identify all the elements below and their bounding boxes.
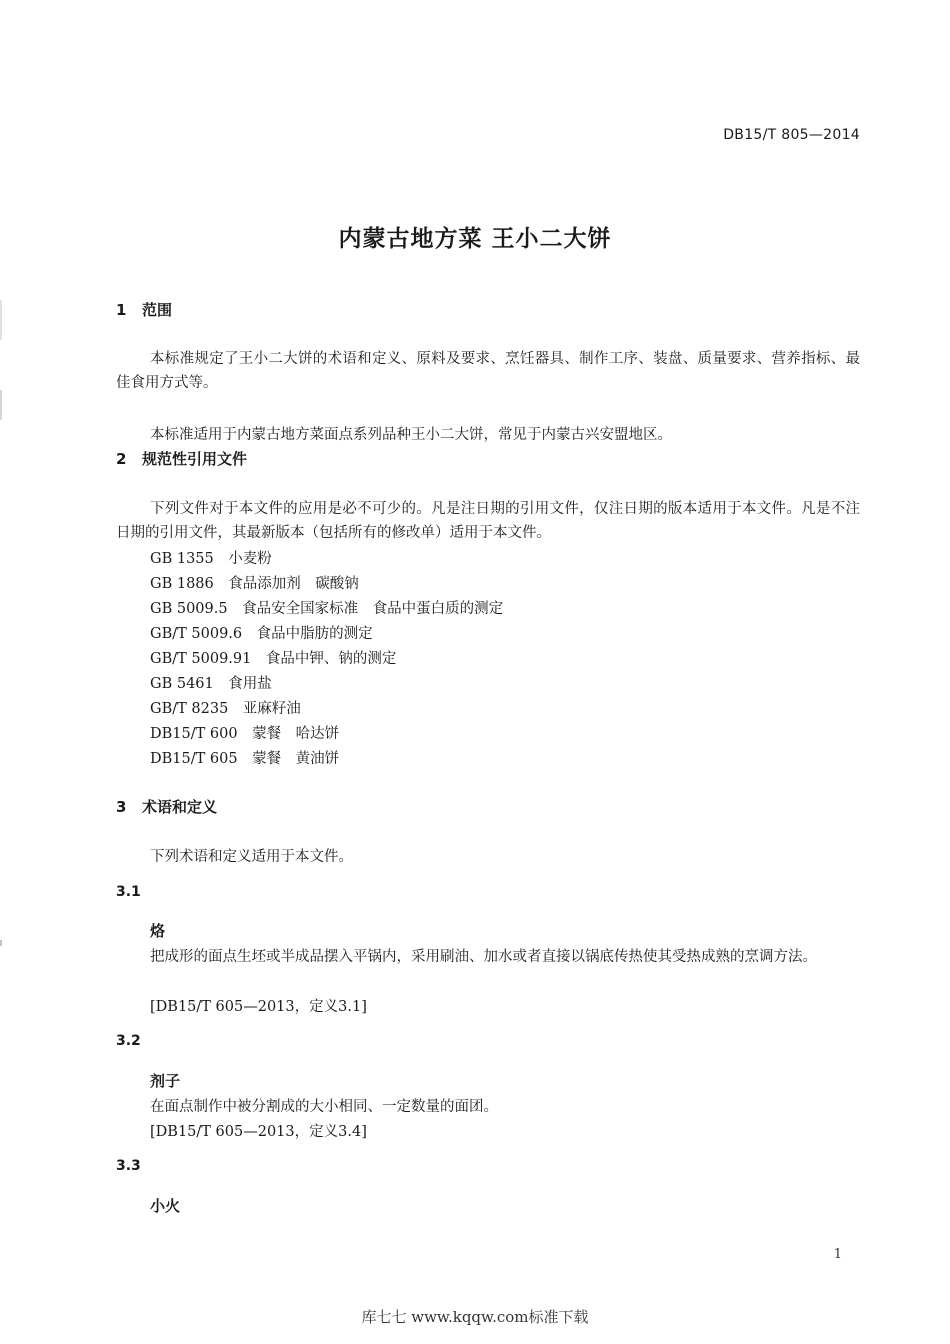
clause-number: 3.3 <box>116 1158 141 1174</box>
reference-item: GB 1355 小麦粉 <box>150 551 272 567</box>
reference-item: GB/T 8235 亚麻籽油 <box>150 701 301 717</box>
reference-item: GB 5461 食用盐 <box>150 676 272 692</box>
scan-margin-mark <box>0 390 2 420</box>
reference-item: GB/T 5009.91 食品中钾、钠的测定 <box>150 651 397 667</box>
term-name: 烙 <box>150 922 166 940</box>
clause-number: 3.2 <box>116 1033 141 1049</box>
reference-item: GB 5009.5 食品安全国家标准 食品中蛋白质的测定 <box>150 601 504 617</box>
normative-intro: 下列文件对于本文件的应用是必不可少的。凡是注日期的引用文件，仅注日期的版本适用于本文件。凡是不注日期的引用文件，其最新版本（包括所有的修改单）适用于本文件。 <box>116 501 860 541</box>
section-title: 规范性引用文件 <box>142 450 248 468</box>
document-code: DB15/T 805—2014 <box>723 127 860 143</box>
reference-item: DB15/T 600 蒙餐 哈达饼 <box>150 726 340 742</box>
term-source: [DB15/T 605—2013，定义3.1] <box>150 999 367 1015</box>
reference-item: GB/T 5009.6 食品中脂肪的测定 <box>150 626 373 642</box>
reference-item: DB15/T 605 蒙餐 黄油饼 <box>150 751 340 767</box>
term-source: [DB15/T 605—2013，定义3.4] <box>150 1124 367 1140</box>
document-title: 内蒙古地方菜 王小二大饼 <box>338 226 612 252</box>
section-heading-scope <box>116 299 172 320</box>
section-number: 3 <box>116 798 127 816</box>
term-name: 小火 <box>150 1197 181 1215</box>
term-definition: 把成形的面点生坯或半成品摆入平锅内，采用刷油、加水或者直接以锅底传热使其受热成熟的烹调方法。 <box>150 949 817 965</box>
scope-paragraph-1: 本标准规定了王小二大饼的术语和定义、原料及要求、烹饪器具、制作工序、装盘、质量要求、营养指标、最佳食用方式等。 <box>116 351 860 391</box>
scan-margin-mark <box>0 940 2 946</box>
term-definition: 在面点制作中被分割成的大小相同、一定数量的面团。 <box>150 1099 498 1115</box>
section-heading-normative-references <box>116 448 247 469</box>
section-number: 1 <box>116 301 127 319</box>
scope-paragraph-2: 本标准适用于内蒙古地方菜面点系列品种王小二大饼，常见于内蒙古兴安盟地区。 <box>150 427 672 443</box>
section-heading-terms <box>116 796 217 817</box>
terms-intro: 下列术语和定义适用于本文件。 <box>150 849 353 865</box>
scan-margin-mark <box>0 300 2 340</box>
section-title: 术语和定义 <box>142 798 218 816</box>
footer-watermark: 库七七 www.kqqw.com标准下载 <box>361 1308 589 1326</box>
section-number: 2 <box>116 450 127 468</box>
reference-item: GB 1886 食品添加剂 碳酸钠 <box>150 576 359 592</box>
page-number: 1 <box>833 1247 842 1262</box>
term-name: 剂子 <box>150 1072 181 1090</box>
section-title: 范围 <box>142 301 173 319</box>
clause-number: 3.1 <box>116 884 141 900</box>
